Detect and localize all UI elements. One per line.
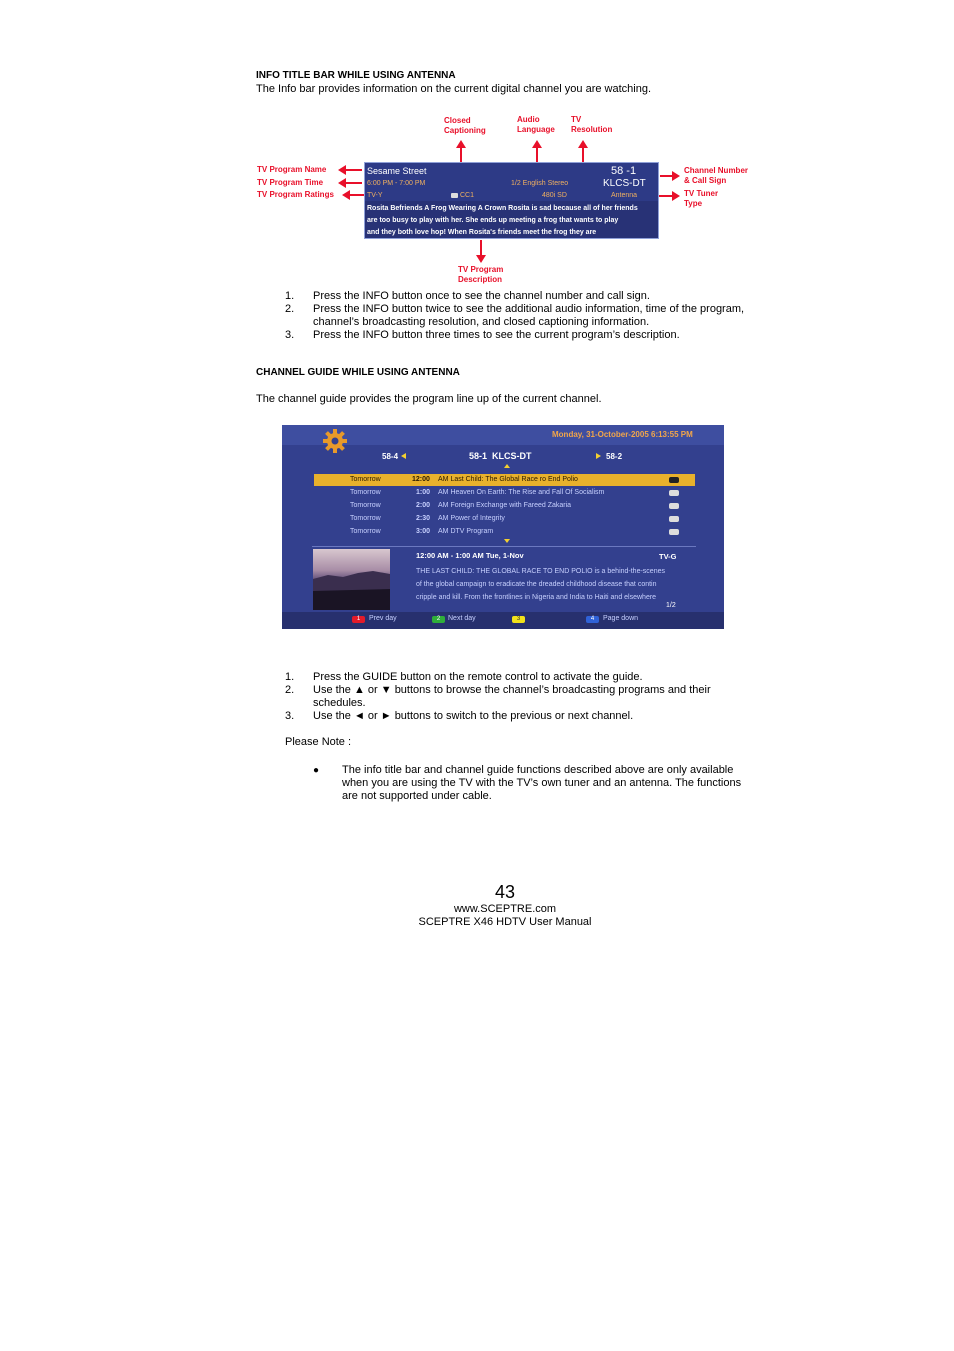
guide-row[interactable]: Tomorrow 2:00 AM Foreign Exchange with Fareed Zakaria xyxy=(314,500,695,512)
right-arrow-icon xyxy=(596,453,601,459)
list-item: 3. Press the INFO button three times to see the current program’s description. xyxy=(285,329,680,341)
note-text: The info title bar and channel guide functions described above are only available when you are using the TV with the TV’s own tuner and an antenna. The functions are not supported under cable. xyxy=(342,764,742,802)
guide-detail-description: THE LAST CHILD: THE GLOBAL RACE TO END POLIO is a behind-the-scenes of the global campaign to eradicate the dreaded childhood disease that contin cripple and kill. From the frontlines in Nigeria and India to Haiti and elsewhere xyxy=(416,568,665,601)
info-description: Rosita Befriends A Frog Wearing A Crown Rosita is sad because all of her friends are too busy to play with her. She ends up meeting a frog that wants to play and they both love hop! When Rosita's friends meet the frog they are xyxy=(367,205,638,236)
down-arrow-icon xyxy=(504,539,510,543)
guide-detail-time: 12:00 AM - 1:00 AM Tue, 1-Nov xyxy=(416,551,524,560)
callout-program-time: TV Program Time xyxy=(257,178,324,187)
guide-bottom-bar xyxy=(282,612,724,629)
page-number: 43 xyxy=(494,882,516,902)
cc-icon xyxy=(669,503,679,509)
info-rating: TV-Y xyxy=(367,192,383,199)
callout-tuner-type: TV Tuner Type xyxy=(684,189,719,208)
arrow-line xyxy=(480,240,482,256)
arrow-head-icon xyxy=(672,171,680,181)
gear-icon xyxy=(322,428,348,454)
channel-guide-intro: The channel guide provides the program line up of the current channel. xyxy=(256,393,602,405)
list-item: 2. Use the ▲ or ▼ buttons to browse the channel’s broadcasting programs and their schedules. xyxy=(285,684,711,709)
red-key-button[interactable]: 1 xyxy=(352,616,365,623)
cc-icon xyxy=(669,477,679,483)
info-bar-screenshot xyxy=(364,162,659,239)
callout-tv-resolution: TV Resolution xyxy=(571,115,613,134)
guide-page-indicator: 1/2 xyxy=(666,602,676,609)
list-item: 3. Use the ◄ or ► buttons to switch to the previous or next channel. xyxy=(285,710,634,722)
cc-icon xyxy=(669,490,679,496)
arrow-head-icon xyxy=(578,140,588,148)
callout-program-ratings: TV Program Ratings xyxy=(257,190,334,199)
guide-detail-rating: TV-G xyxy=(659,552,677,561)
cc-icon xyxy=(669,516,679,522)
guide-prev-channel: 58-4 xyxy=(382,452,399,461)
info-cc: CC1 xyxy=(460,192,475,199)
channel-guide-screenshot xyxy=(282,425,724,629)
info-audio: 1/2 English Stereo xyxy=(511,180,569,187)
cc-icon xyxy=(669,529,679,535)
info-call-sign: KLCS-DT xyxy=(603,178,646,189)
arrow-head-icon xyxy=(672,191,680,201)
guide-row[interactable]: Tomorrow 12:00 AM Last Child: The Global Race ro End Polio xyxy=(314,474,695,486)
guide-datetime: Monday, 31-October-2005 6:13:55 PM xyxy=(552,430,693,439)
footer-website: www.SCEPTRE.com xyxy=(453,903,557,915)
info-channel-number: 58 -1 xyxy=(611,165,637,177)
guide-steps-list xyxy=(285,671,765,723)
list-item: 2. Press the INFO button twice to see the additional audio information, time of the program, channel’s broadcasting resolution, and closed captioning information. xyxy=(285,303,745,328)
callout-program-name: TV Program Name xyxy=(257,165,327,174)
cc-icon xyxy=(451,193,458,198)
up-arrow-icon xyxy=(504,464,510,468)
info-program-time: 6:00 PM - 7:00 PM xyxy=(367,180,426,187)
guide-current-channel: 58-1 KLCS-DT xyxy=(469,451,532,461)
callout-channel-number: Channel Number & Call Sign xyxy=(684,166,749,185)
list-item: 1. Press the INFO button once to see the channel number and call sign. xyxy=(285,290,650,302)
arrow-head-icon xyxy=(338,178,346,188)
arrow-head-icon xyxy=(338,165,346,175)
guide-row[interactable]: Tomorrow 3:00 AM DTV Program xyxy=(314,526,695,538)
prev-day-label: Prev day xyxy=(369,615,397,622)
green-key-button[interactable]: 2 xyxy=(432,616,445,623)
info-bar-intro: The Info bar provides information on the current digital channel you are watching. xyxy=(256,83,652,95)
yellow-key-button[interactable]: 3 xyxy=(512,616,525,623)
section-heading-channel-guide: CHANNEL GUIDE WHILE USING ANTENNA xyxy=(256,367,460,378)
arrow-head-icon xyxy=(342,190,350,200)
left-arrow-icon xyxy=(401,453,406,459)
info-program-name: Sesame Street xyxy=(367,166,427,176)
callout-program-description: TV Program Description xyxy=(458,265,504,284)
arrow-head-icon xyxy=(476,255,486,263)
callout-audio-language: Audio Language xyxy=(517,115,555,134)
section-heading-info-bar: INFO TITLE BAR WHILE USING ANTENNA xyxy=(256,70,456,81)
list-item: 1. Press the GUIDE button on the remote control to activate the guide. xyxy=(285,671,643,683)
bullet-icon: ● xyxy=(313,765,320,776)
divider xyxy=(312,546,696,547)
page-down-label: Page down xyxy=(603,615,639,622)
guide-row[interactable]: Tomorrow 2:30 AM Power of Integrity xyxy=(314,513,695,525)
guide-row[interactable]: Tomorrow 1:00 AM Heaven On Earth: The Rise and Fall Of Socialism xyxy=(314,487,695,499)
info-steps-list xyxy=(285,290,765,342)
program-preview-image xyxy=(313,549,390,610)
next-day-label: Next day xyxy=(448,615,476,622)
footer-manual: SCEPTRE X46 HDTV User Manual xyxy=(418,916,592,928)
callout-closed-captioning: Closed Captioning xyxy=(444,116,486,135)
info-resolution: 480i SD xyxy=(542,192,567,199)
info-tuner: Antenna xyxy=(611,192,638,199)
blue-key-button[interactable]: 4 xyxy=(586,616,599,623)
info-description-area xyxy=(365,201,658,238)
guide-next-channel: 58-2 xyxy=(606,452,623,461)
arrow-head-icon xyxy=(532,140,542,148)
note-label: Please Note : xyxy=(285,736,352,748)
arrow-head-icon xyxy=(456,140,466,148)
